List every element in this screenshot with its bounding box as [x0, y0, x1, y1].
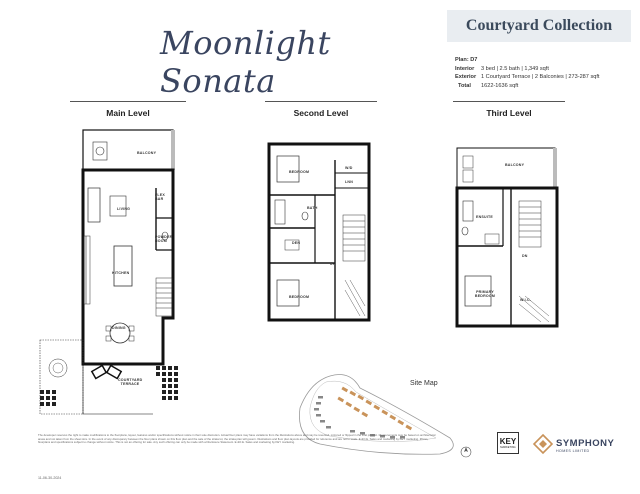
disclaimer-text: The developer reserves the right to make modifications to the floorplans, layout, features and/or specifications without notice in their sole discretion. Actual floor plans may have variations from the illustrations above and may be reversed, mirrored or flipped in the final product. Measurements may be based on architectural areas and not taken from the sheet size. In the event of any discrepancy between the floor plans shown on this floor plan and the sale of the strata lot, the strata plan will govern. Illustrations and floor plan layouts are provided for reference and are not to scale. E.&O.E. Sales and marketing by KEY marketing. Prices, floorplans and specifications subject to change without notice. This is not an offering for sale. Any such offering can only be made with a Disclosure Statement. E.&O.E. Sales and marketing by KEY marketing. [38, 433, 436, 445]
interior-value: 3 bed | 2.5 bath | 1,349 sqft [481, 65, 549, 72]
symphony-sub: HOMES LIMITED [556, 449, 590, 453]
dining-label: DINING [112, 326, 126, 330]
second-up-label: UP [330, 262, 336, 266]
page-title: Moonlight Sonata [160, 24, 331, 100]
site-map-label: Site Map [410, 380, 438, 387]
third-level-rule [453, 101, 565, 102]
wd-label: W/D [345, 166, 353, 170]
key-logo-word: KEY [499, 436, 517, 446]
second-level-plan [265, 140, 377, 326]
primary-label: PRIMARY BEDROOM [474, 290, 496, 298]
bath-label: BATH [307, 206, 318, 210]
symphony-mark-icon [532, 433, 554, 455]
site-map [290, 368, 480, 464]
key-logo-sub: MARKETING [500, 445, 516, 449]
lnn-label: LNN [345, 180, 353, 184]
total-value: 1622-1636 sqft [481, 82, 519, 89]
main-balcony-label: BALCONY [137, 151, 157, 155]
footer-code: 11-06-30-2024 [38, 476, 62, 480]
kitchen-label: KITCHEN [112, 271, 130, 275]
plan-code: Plan: D7 [455, 57, 478, 63]
symphony-name: SYMPHONY [556, 438, 615, 449]
third-level-plan [453, 146, 565, 332]
total-label: Total [458, 82, 471, 89]
collection-badge [447, 10, 631, 42]
interior-label: Interior [455, 65, 475, 72]
den-label: DEN [292, 241, 301, 245]
main-level-heading: Main Level [106, 108, 150, 118]
flex-bar-label: FLEX BAR [155, 193, 165, 201]
courtyard-label: COURTYARD TERRACE [118, 378, 143, 386]
second-level-heading: Second Level [293, 108, 349, 118]
powder-label: POWDER ROOM [155, 235, 173, 243]
second-bedroom-2-label: BEDROOM [289, 295, 310, 299]
living-label: LIVING [117, 207, 131, 211]
third-dn-label: DN [522, 254, 528, 258]
ensuite-label: ENSUITE [476, 215, 493, 219]
exterior-value: 1 Courtyard Terrace | 2 Balconies | 273-287 sqft [481, 74, 600, 81]
collection-name: Courtyard Collection [465, 17, 613, 34]
key-marketing-logo [497, 432, 519, 454]
spec-block [455, 56, 599, 90]
main-level-rule [70, 101, 186, 102]
third-level-heading: Third Level [486, 108, 532, 118]
third-balcony-label: BALCONY [505, 163, 525, 167]
second-bedroom-1-label: BEDROOM [289, 170, 310, 174]
second-level-rule [265, 101, 377, 102]
wic-label: W.I.C. [520, 298, 531, 302]
exterior-label: Exterior [455, 74, 477, 81]
